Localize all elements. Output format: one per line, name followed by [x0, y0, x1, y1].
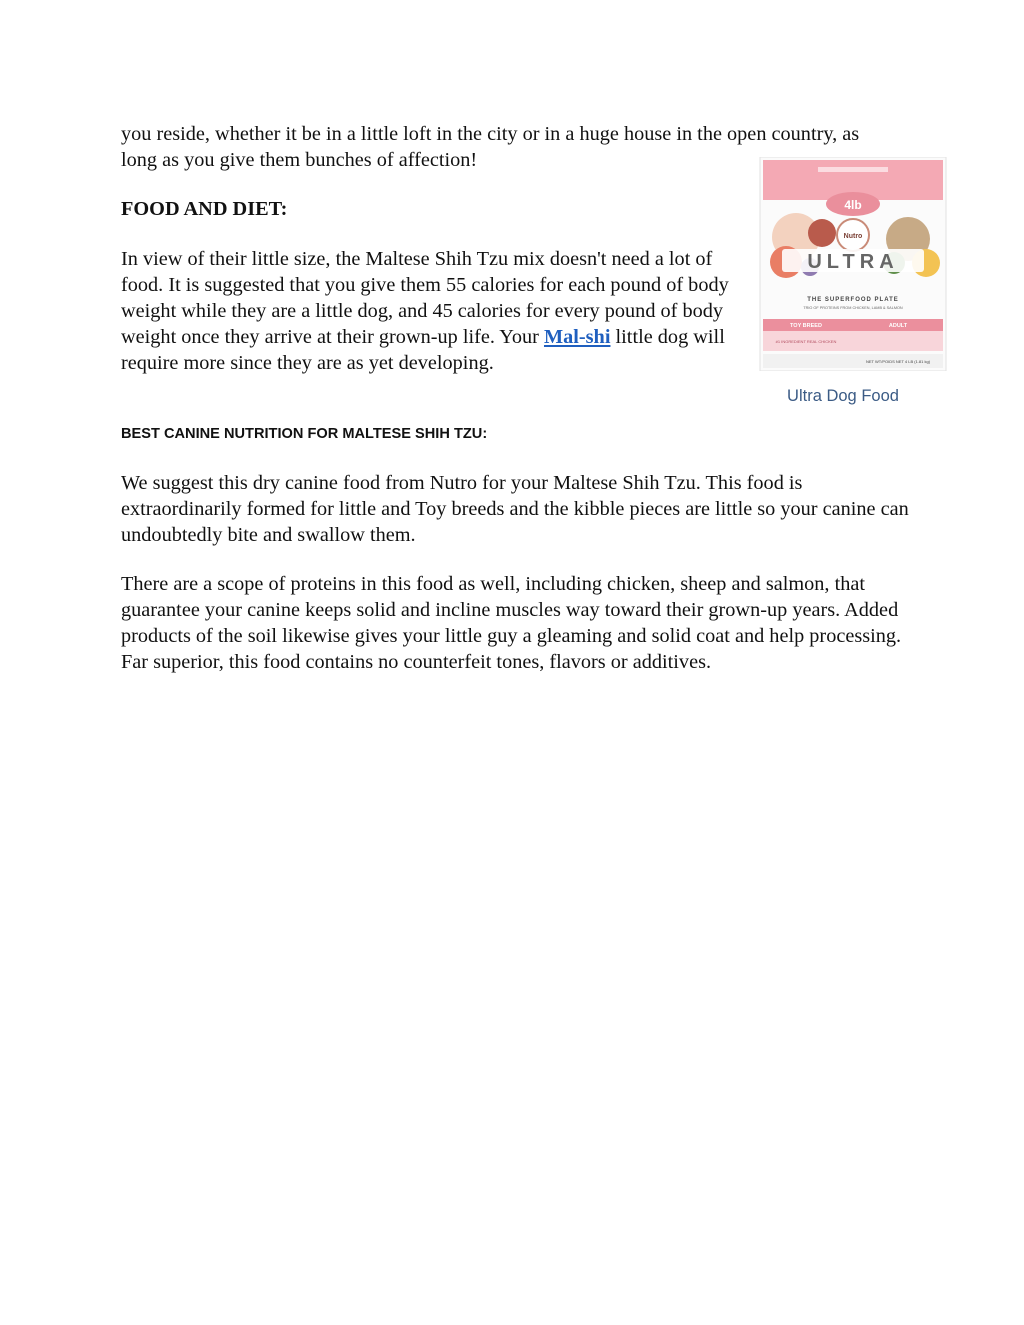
food-and-diet-heading: FOOD AND DIET:: [121, 198, 288, 220]
package-breed-label: TOY BREED: [790, 323, 822, 329]
package-name: ULTRA: [807, 251, 899, 273]
package-ingredient-badge: #1 INGREDIENT REAL CHICKEN: [775, 339, 837, 344]
mal-shi-link[interactable]: Mal-shi: [543, 326, 611, 348]
dog-food-image: [758, 157, 948, 371]
dog-food-bag-illustration: [758, 157, 948, 371]
nutrition-paragraph-2: There are a scope of proteins in this food as well, including chicken, sheep and salmon, that guarantee your canine keeps solid and incline muscles way toward their grown-up years. Added products of the soil likewise gives your little guy a gleaming and solid coat and help processing. Far superior, this food contains no counterfeit tones, flavors or additives.: [121, 573, 902, 673]
package-tagline: THE SUPERFOOD PLATE: [807, 297, 899, 303]
food-paragraph-text-start: In view of their little size, the Maltese Shih Tzu mix doesn't need a lot of food. It is suggested that you give them 55 calories for each pound of body weight while they are a little dog, and 45 calories for every pound of body weight once they arrive at their grown-up life. Your: [121, 248, 729, 348]
image-caption: Ultra Dog Food: [787, 387, 899, 405]
package-brand-logo: Nutro: [843, 233, 863, 240]
food-paragraph: [121, 246, 746, 376]
best-nutrition-heading: BEST CANINE NUTRITION FOR MALTESE SHIH TZU:: [121, 426, 488, 442]
food-paragraph-text-end: little dog will require more since they are as yet developing.: [121, 326, 725, 374]
package-age-label: ADULT: [888, 323, 908, 329]
nutrition-paragraph-1: We suggest this dry canine food from Nutro for your Maltese Shih Tzu. This food is extraordinarily formed for little and Toy breeds and the kibble pieces are little so your canine can undoubtedly bite and swallow them.: [121, 472, 909, 546]
package-weight-label: 4lb: [844, 198, 862, 212]
package-net-weight: NET WT/POIDS NET 4 LB (1.81 kg): [865, 359, 931, 364]
package-subtitle: TRIO OF PROTEINS FROM CHICKEN, LAMB & SALMON: [803, 306, 903, 310]
intro-paragraph: you reside, whether it be in a little loft in the city or in a huge house in the open country, as long as you give them bunches of affection!: [121, 123, 860, 171]
